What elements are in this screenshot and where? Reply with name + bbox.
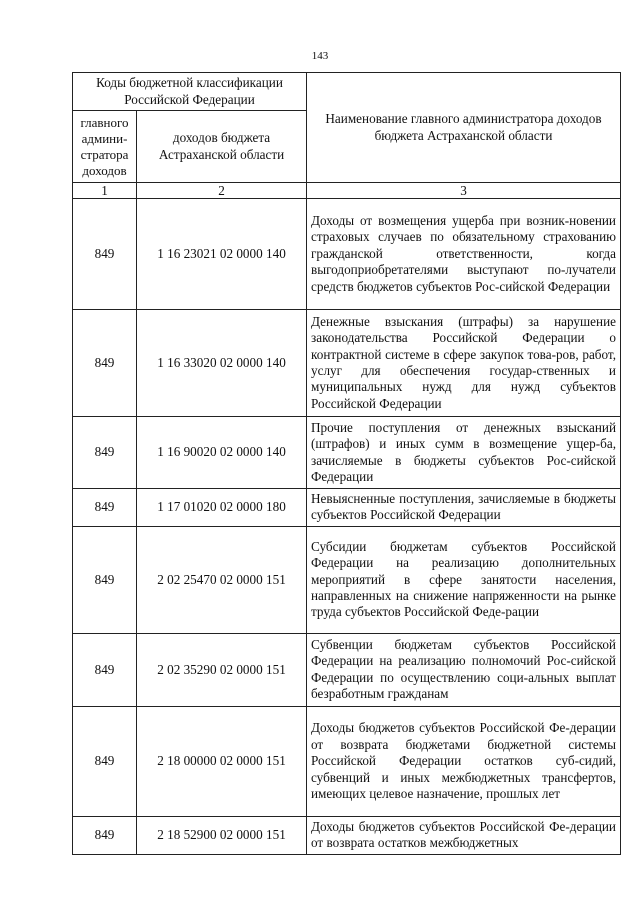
income-code: 1 16 33020 02 0000 140 — [137, 310, 307, 417]
admin-code: 849 — [73, 199, 137, 310]
income-code: 1 17 01020 02 0000 180 — [137, 489, 307, 527]
header-income-column: доходов бюджета Астраханской области — [137, 111, 307, 183]
admin-code: 849 — [73, 489, 137, 527]
income-name: Доходы бюджетов субъектов Российской Фе-дерации от возврата бюджетами бюджетной системы Российской Федерации остатков суб-сидий, субвенций и иных межбюджетных трансфертов, имеющих целевое назначение, прошлых лет — [307, 706, 621, 816]
income-code: 2 18 00000 02 0000 151 — [137, 706, 307, 816]
table-row — [73, 489, 621, 527]
column-number-3: 3 — [307, 183, 621, 199]
header-row-group — [73, 73, 621, 111]
admin-code: 849 — [73, 633, 137, 706]
income-name: Доходы от возмещения ущерба при возник-новении страховых случаев по обязательному страхованию гражданской ответственности, когда выгодоприобретателями выступают по-лучатели средств бюджетов субъектов Рос-сийской Федерации — [307, 199, 621, 310]
budget-classification-table — [72, 72, 621, 855]
header-group-title: Коды бюджетной классификации Российской Федерации — [73, 73, 307, 111]
table-row — [73, 310, 621, 417]
income-code: 2 02 35290 02 0000 151 — [137, 633, 307, 706]
admin-code: 849 — [73, 526, 137, 633]
income-code: 1 16 23021 02 0000 140 — [137, 199, 307, 310]
table-row — [73, 816, 621, 854]
income-code: 1 16 90020 02 0000 140 — [137, 417, 307, 489]
admin-code: 849 — [73, 417, 137, 489]
column-number-1: 1 — [73, 183, 137, 199]
income-name: Субсидии бюджетам субъектов Российской Федерации на реализацию дополнительных мероприятий в сфере занятости населения, направленных на снижение напряженности на рынке труда субъектов Российской Феде-рации — [307, 526, 621, 633]
table-row — [73, 417, 621, 489]
income-name: Доходы бюджетов субъектов Российской Фе-дерации от возврата остатков межбюджетных — [307, 816, 621, 854]
income-code: 2 18 52900 02 0000 151 — [137, 816, 307, 854]
table-row — [73, 526, 621, 633]
admin-code: 849 — [73, 310, 137, 417]
table-row — [73, 706, 621, 816]
header-admin-column: главного админи-стратора доходов — [73, 111, 137, 183]
income-name: Прочие поступления от денежных взысканий (штрафов) и иных сумм в возмещение ущер-ба, зачисляемые в бюджеты субъектов Рос-сийской Федерации — [307, 417, 621, 489]
table-row — [73, 633, 621, 706]
page-number: 143 — [311, 50, 329, 62]
income-name: Субвенции бюджетам субъектов Российской Федерации на реализацию полномочий Рос-сийской Федерации по осуществлению соци-альных выплат безработным гражданам — [307, 633, 621, 706]
header-row-numbers — [73, 183, 621, 199]
column-number-2: 2 — [137, 183, 307, 199]
admin-code: 849 — [73, 706, 137, 816]
header-name-column: Наименование главного администратора доходов бюджета Астраханской области — [307, 73, 621, 183]
income-name: Денежные взыскания (штрафы) за нарушение законодательства Российской Федерации о контрактной системе в сфере закупок това-ров, работ, услуг для обеспечения государ-ственных и муниципальных нужд для нужд субъектов Российской Федерации — [307, 310, 621, 417]
admin-code: 849 — [73, 816, 137, 854]
income-code: 2 02 25470 02 0000 151 — [137, 526, 307, 633]
table-row — [73, 199, 621, 310]
income-name: Невыясненные поступления, зачисляемые в бюджеты субъектов Российской Федерации — [307, 489, 621, 527]
